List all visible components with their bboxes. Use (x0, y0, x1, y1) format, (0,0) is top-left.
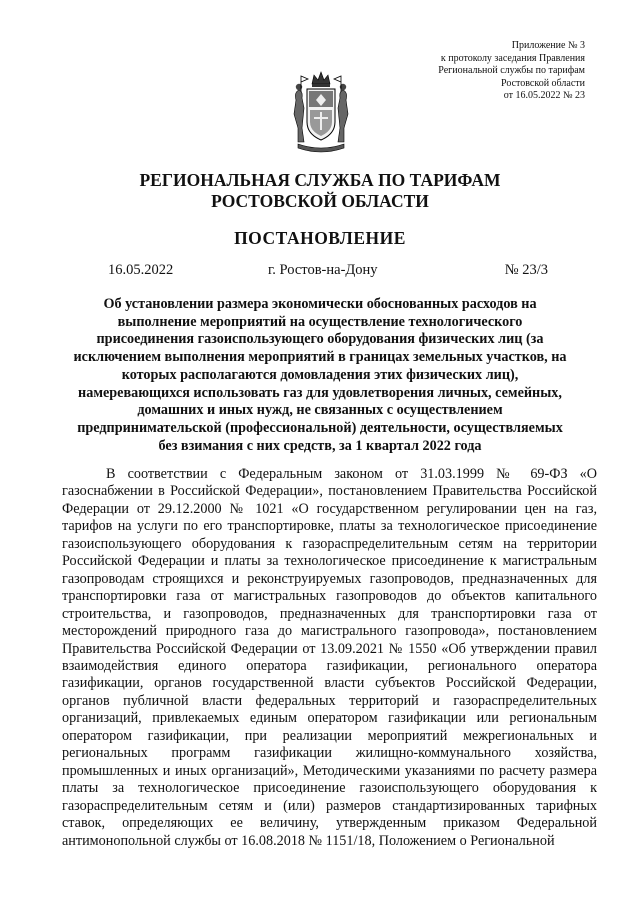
appendix-line: Приложение № 3 (511, 40, 585, 51)
appendix-line: от 16.05.2022 № 23 (503, 90, 585, 102)
document-type: ПОСТАНОВЛЕНИЕ (234, 228, 406, 248)
subject-line: предпринимательской (профессиональной) деятельности, осуществляемых (77, 419, 563, 436)
subject-line: Об установлении размера экономически обоснованных расходов на (103, 296, 537, 312)
appendix-line: к протоколу заседания Правления (440, 52, 585, 64)
subject-line: присоединения газоиспользующего оборудования физических лиц (за (96, 331, 544, 348)
subject-line: намеревающихся использовать газ для удовлетворения личных, семейных, (78, 384, 562, 401)
appendix-line: Ростовской области (501, 77, 585, 89)
organization-title (0, 170, 640, 212)
document-meta (0, 262, 640, 282)
document-number: № 23/3 (504, 262, 548, 278)
document-date: 16.05.2022 (108, 262, 174, 278)
organization-title-line: РЕГИОНАЛЬНАЯ СЛУЖБА ПО ТАРИФАМ (139, 170, 501, 190)
document-subject (62, 296, 578, 455)
subject-line: без взимания с них средств, за 1 квартал 2022 года (158, 437, 482, 454)
body-paragraph: В соответствии с Федеральным законом от 31.03.1999 № 69-ФЗ «О газоснабжении в Российской Федерации», постановлением Правительства Российской Федерации от 29.12.2000 № 1021 «О государственном регулировании цен на газ, тарифов на услуги по его транспортировке, платы за технологическое присоединение газоиспользующего оборудования к газораспределительным сетям на территории Российской Федерации и платы за технологическое присоединение к магистральным газопроводам строящихся и реконструируемых газопроводов, предназначенных для транспортировки газа от магистральных газопроводов до объектов капитального строительства, и газопроводов, предназначенных для транспортировки газа от месторождений природного газа до магистрального газопровода», постановлением Правительства Российской Федерации от 13.09.2021 № 1550 «Об утверждении правил взаимодействия единого оператора газификации, регионального оператора газификации, органов государственной власти субъектов Российской Федерации, органов публичной власти федеральных территорий и газораспределительных организаций, привлекаемых единым оператором газификации или региональным оператором газификации, при реализации мероприятий межрегиональных и региональных программ газификации жилищно-коммунального хозяйства, промышленных и иных организаций», Методическими указаниями по расчету размера платы за технологическое присоединение газоиспользующего оборудования к газораспределительным сетям и (или) размеров стандартизированных тарифных ставок, определяющих ее величину, утвержденным приказом Федеральной антимонопольной службы от 16.08.2018 № 1151/18, Положением о Региональной (62, 466, 597, 849)
subject-line: выполнение мероприятий на осуществление технологического (117, 313, 523, 330)
organization-title-line: РОСТОВСКОЙ ОБЛАСТИ (211, 191, 429, 211)
coat-of-arms-icon (290, 70, 352, 155)
subject-line: исключением выполнения мероприятий в границах земельных участков, на (73, 349, 567, 366)
subject-line: домашних и иных нужд, не связанных с осуществлением (137, 402, 503, 419)
appendix-block (325, 40, 585, 103)
appendix-line: Региональной службы по тарифам (438, 65, 585, 77)
subject-line: которых располагаются домовладения этих физических лиц), (121, 366, 519, 383)
document-city: г. Ростов-на-Дону (268, 262, 378, 278)
